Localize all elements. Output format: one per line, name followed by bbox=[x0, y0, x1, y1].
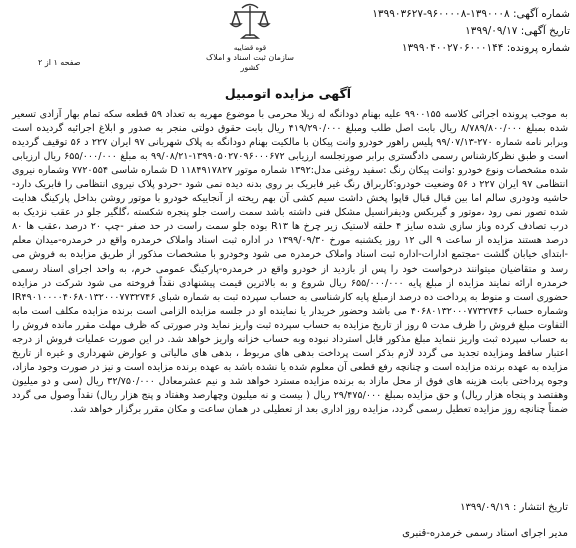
scales-of-justice-icon bbox=[228, 2, 272, 42]
org-name: سازمان ثبت اسناد و املاک کشور bbox=[206, 53, 294, 72]
page-number: صفحه ۱ از ۲ bbox=[38, 58, 81, 67]
notice-number: شماره آگهی: ۱۳۹۰۰۰۸-۹۶۰۰۰۰۸-۱۳۹۹۰۳۶۲۷ bbox=[372, 8, 570, 20]
notice-body: به موجب پرونده اجرائی کلاسه ۹۹۰۰۱۵۵ علیه بهنام دودانگه له زیلا محرمی با موضوع مهریه به تعداد ۵۹ قطعه سکه تمام بهار آزادی تسعیر شده بمبلغ ۸/۷۸۹/۸۰۰/۰۰۰ ریال بابت اصل طلب ومبلغ ۴۱۹/۲۹۰/۰۰۰ ریال بابت حقوق دولتی منجر به صدور و ابلاغ اجرائیه گردیده است وبرابر نامه شماره ۲۷۰-۹۹/۰۷/۱۳ پلیس راهور خودرو وانت پیکان با مالکیت بهنام دودانگه به پلاک شهربانی ۹۷ ایران ۲۲۷ د ۵۶ توقیف گردیده است و طبق نظرکارشناس رسمی دادگستری برابر صورتجلسه ارزیابی ۱۳۹۹۰۵۰۲۷۰۹۶۰۰۰۶۷۲-۹۹/۰۸/۲۱ به مبلغ ۶۵۵/۰۰۰/۰۰۰ ریال ارزیابی شده مشخصات ونوع خودرو :وانت پیکان رنگ :سفید روغنی مدل:۱۳۹۲ شماره موتور ۱۱۸۴۹۱۷۸۲۷ D شماره شاسی ۷۷۲۰۵۵۴ وشماره نیروی انتظامی ۹۷ ایران ۲۲۷ د ۵۶ وضعیت خودرو:کاربراق رنگ غیر فابریک بر روی بدنه دیده نمی شود -حردو پلاک نیروی انتظامی را فابریک دارد-حاشیه ودودری سالم اما بین قبال قبال قاپوا پخش داشت سیم کشی آن بهم ریخته از آنجاییکه خودرو با موتور روشن بداخل پارکینگ هدایت شده تصور نمی رود ،موتور و گیربکس ودیفرانسیل مشکل فنی داشته باشد سمت راست جلو پنجره شکسته ،گلگیر جلو در عقب نزدیک به درب تصادف کرده وباز سازی شده سایز ۴ حلقه لاستیک زیر چرخ ها R۱۳ بوده جلو سمت راست در حد صفر -چپ ۲۰ درصد ،عقب ها ۸۰ درصد هستند مزایده از ساعت ۹ الی ۱۲ روز یکشنبه مورخ ۱۳۹۹/۰۹/۳۰ در اداره ثبت اسناد واملاک خرمدره واقع در خرمدره-میدان معلم -ابتدای خیابان گلشت -مجتمع ادارات-اداره ثبت اسناد واملاک خرمدره می شود وخودرو با مشخصات مذکور از طریق مزایده به فروش می رسد و متقاضیان میتوانند درخواست خود را پس از بازدید از خودرو واقع در خرمدره-پارکینگ عمومی خرم، به واحد اجرای اسناد رسمی خرمدره ارائه نمایند مزایده از مبلغ پایه ۶۵۵/۰۰۰/۰۰۰ ریال شروع و به بالاترین قیمت پیشنهادی نقداً فروخته می شود شرکت در مزایده حضوری است و منوط به پرداخت ده درصد ازمبلغ پایه کارشناسی به حساب سپرده ثبت به شماره شبای IR۴۹۰۱۰۰۰۰۴۰۶۸۰۱۳۲۰۰۰۷۷۳۲۷۴۶ وشماره حساب ۴۰۶۸۰۱۳۲۰۰۰۷۷۳۲۷۴۶ می باشد وحضور خریدار یا نماینده او در جلسه مزایده الزامی است برنده مزایده مکلف است مابه التفاوت مبلغ فروش را ظرف مدت ۵ روز از تاریخ مزایده به حساب سپرده ثبت واریز نماید ودر صورتی که ظرف مهلت مقرر مانده فروش را به حساب سپرده ثبت واریز ننماید مبلغ مذکور قابل استرداد نبوده وبه حساب خزانه واریز خواهد شد. در این صورت عملیات فروش از درجه اعتبار ساقط ومزایده تجدید می گردد لازم بذکر است پرداخت بدهی های مربوط ، بدهی های مالیاتی و عوارض شهرداری و غیره از تاریخ مزایده به عهده برنده مزایده است و چنانچه رفع قطعی آن معلوم شده یا نشده باشد به عهده برنده مزایده است و نیز در صورت وجود مازاد، وجوه پرداختی بابت هزینه های فوق از محل مازاد به برنده مزایده مسترد خواهد شد و نیم عشرمعادل ۳۲/۷۵۰/۰۰۰ ریال (سی و دو میلیون وهفتصد و پنجاه هزار ریال) و حق مزایده بمبلغ ۲۹/۴۷۵/۰۰۰ ریال ( بیست و نه میلیون وچهارصد وهفتاد و پنج هزار ریال) نقداً وصول می گردد ضمناً چنانچه روز مزایده تعطیل رسمی گردد، مزایده روز اداری بعد از تعطیلی در همان ساعت و مکان مقرر برگزار خواهد شد. bbox=[12, 109, 569, 415]
org-small-text: قوه قضاییه bbox=[233, 44, 267, 52]
publish-date: تاریخ انتشار : ۱۳۹۹/۰۹/۱۹ bbox=[460, 502, 568, 513]
notice-title: آگهی مزایده اتومبیل bbox=[224, 86, 352, 101]
notice-meta bbox=[270, 6, 570, 57]
judiciary-emblem bbox=[205, 2, 295, 74]
signature-line: مدیر اجرای اسناد رسمی خرمدره-قنبری bbox=[402, 528, 568, 539]
case-number: شماره پرونده: ۱۳۹۹۰۴۰۰۲۷۰۶۰۰۰۱۴۴ bbox=[401, 42, 570, 54]
notice-date: تاریخ آگهی: ۱۳۹۹/۰۹/۱۷ bbox=[465, 25, 570, 37]
